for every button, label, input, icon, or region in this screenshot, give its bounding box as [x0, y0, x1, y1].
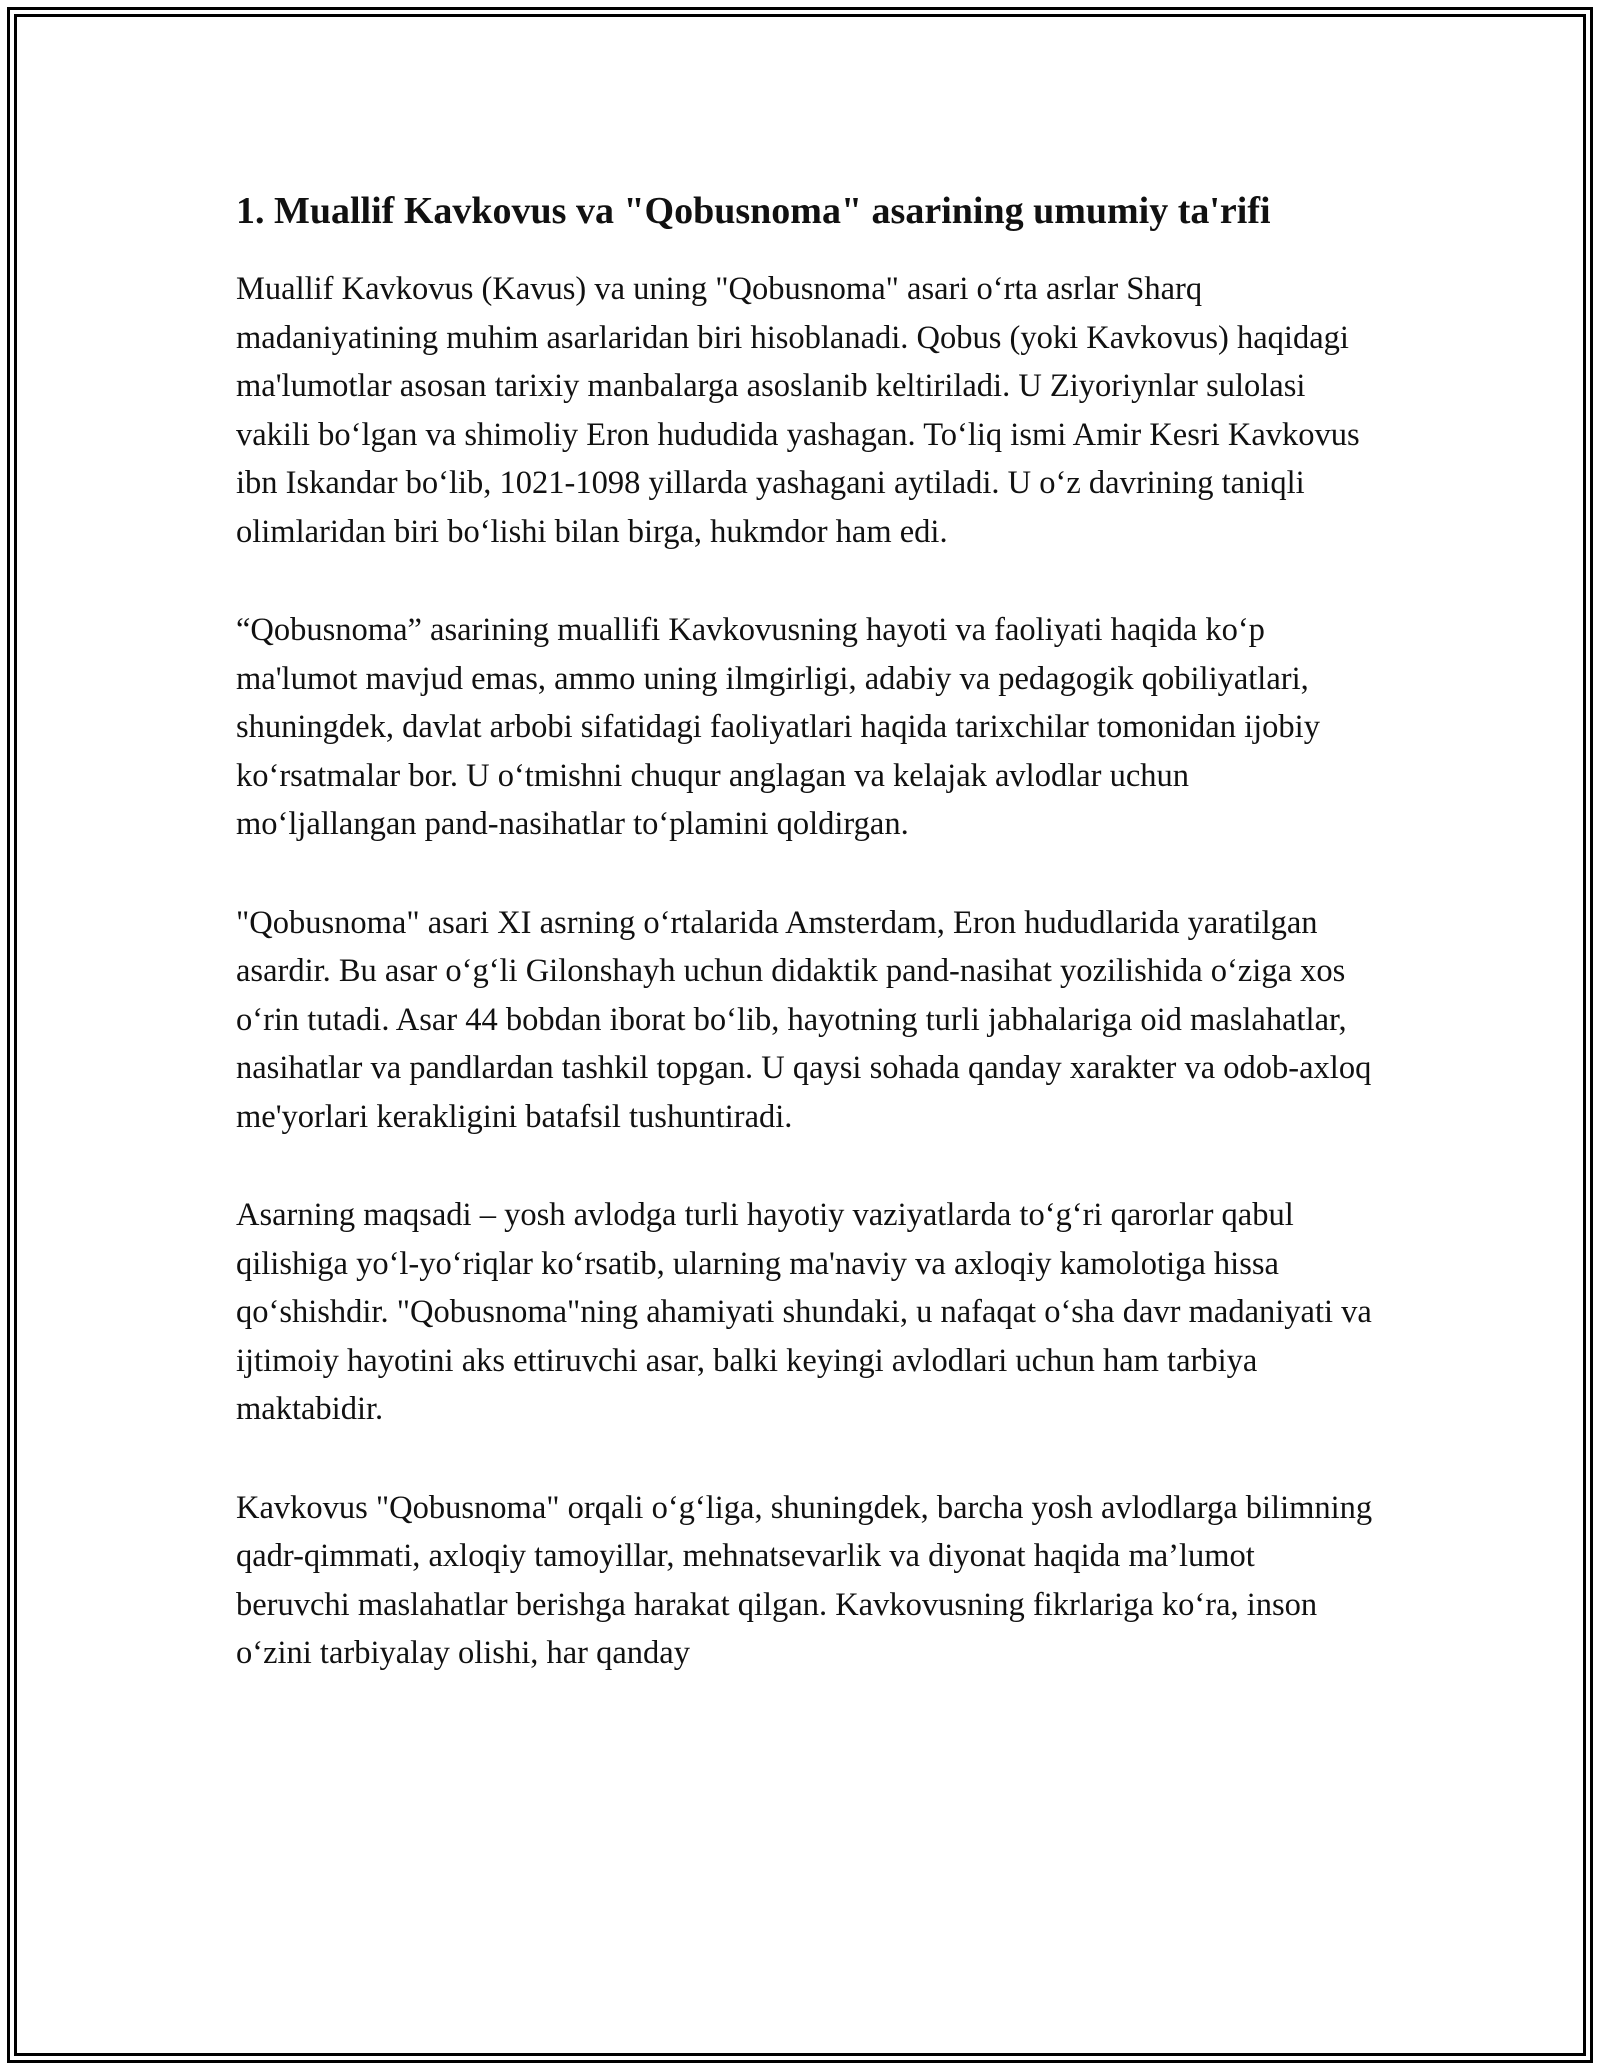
paragraph-1: Muallif Kavkovus (Kavus) va uning "Qobusnoma" asari o‘rta asrlar Sharq madaniyatining muhim asarlaridan biri hisoblanadi. Qobus (yoki Kavkovus) haqidagi ma'lumotlar asosan tarixiy manbalarga asoslanib keltiriladi. U Ziyoriynlar sulolasi vakili bo‘lgan va shimoliy Eron hududida yashagan. To‘liq ismi Amir Kesri Kavkovus ibn Iskandar bo‘lib, 1021-1098 yillarda yashagani aytiladi. U o‘z davrining taniqli olimlaridan biri bo‘lishi bilan birga, hukmdor ham edi.: [236, 271, 1360, 550]
paragraph-4: Asarning maqsadi – yosh avlodga turli hayotiy vaziyatlarda to‘g‘ri qarorlar qabul qilishiga yo‘l-yo‘riqlar ko‘rsatib, ularning ma'naviy va axloqiy kamolotiga hissa qo‘shishdir. "Qobusnoma"ning ahamiyati shundaki, u nafaqat o‘sha davr madaniyati va ijtimoiy hayotini aks ettiruvchi asar, balki keyingi avlodlari uchun ham tarbiya maktabidir.: [236, 1197, 1372, 1427]
document-body: [236, 184, 1376, 1728]
paragraph-5: Kavkovus "Qobusnoma" orqali o‘g‘liga, shuningdek, barcha yosh avlodlarga bilimning qadr-qimmati, axloqiy tamoyillar, mehnatsevarlik va diyonat haqida ma’lumot beruvchi maslahatlar berishga harakat qilgan. Kavkovusning fikrlariga ko‘ra, inson o‘zini tarbiyalay olishi, har qanday: [236, 1489, 1373, 1671]
paragraph-2: “Qobusnoma” asarining muallifi Kavkovusning hayoti va faoliyati haqida ko‘p ma'lumot mavjud emas, ammo uning ilmgirligi, adabiy va pedagogik qobiliyatlari, shuningdek, davlat arbobi sifatidagi faoliyatlari haqida tarixchilar tomonidan ijobiy ko‘rsatmalar bor. U o‘tmishni chuqur anglagan va kelajak avlodlar uchun mo‘ljallangan pand-nasihatlar to‘plamini qoldirgan.: [236, 612, 1320, 842]
section-heading: 1. Muallif Kavkovus va "Qobusnoma" asarining umumiy ta'rifi: [236, 190, 1271, 232]
paragraph-3: "Qobusnoma" asari XI asrning o‘rtalarida Amsterdam, Eron hududlarida yaratilgan asardir. Bu asar o‘g‘li Gilonshayh uchun didaktik pand-nasihat yozilishida o‘ziga xos o‘rin tutadi. Asar 44 bobdan iborat bo‘lib, hayotning turli jabhalariga oid maslahatlar, nasihatlar va pandlardan tashkil topgan. U qaysi sohada qanday xarakter va odob-axloq me'yorlari kerakligini batafsil tushuntiradi.: [236, 904, 1372, 1135]
